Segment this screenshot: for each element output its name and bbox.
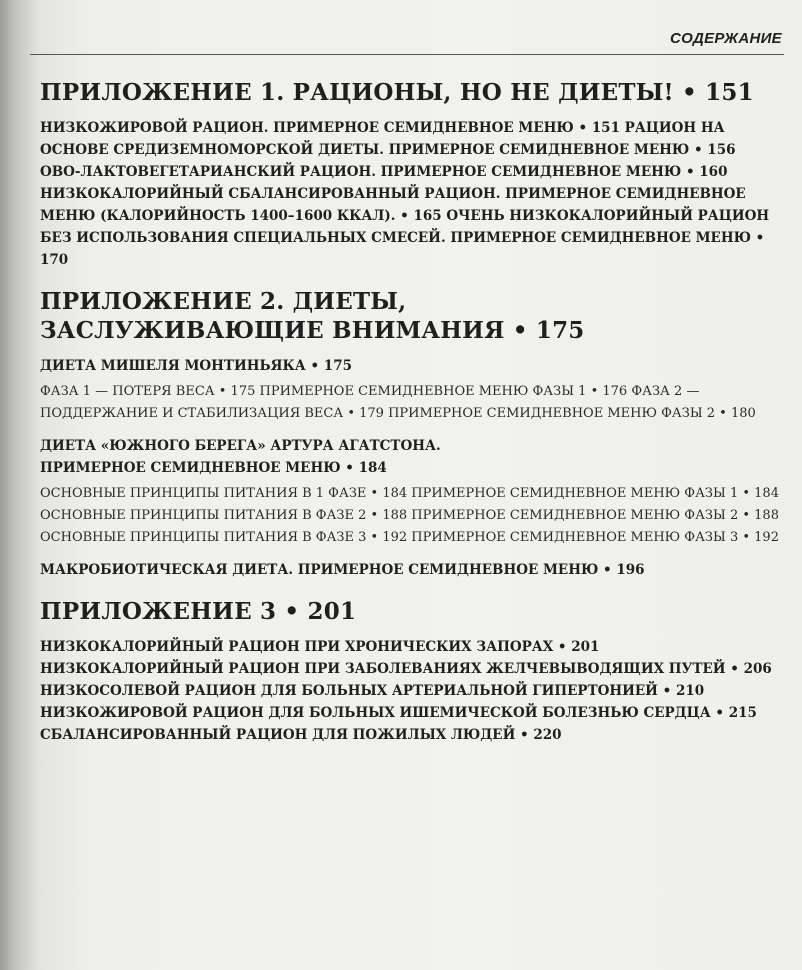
appendix-1-section — [40, 78, 780, 271]
appendix-3-title: ПРИЛОЖЕНИЕ 3 • 201 — [40, 598, 357, 625]
macrobiotic-diet-heading: МАКРОБИОТИЧЕСКАЯ ДИЕТА. ПРИМЕРНОЕ СЕМИДНЕВНОЕ МЕНЮ • 196 — [40, 562, 645, 578]
appendix-2-title-line-1: ПРИЛОЖЕНИЕ 2. ДИЕТЫ, — [40, 288, 407, 315]
montignac-diet-subentries: ФАЗА 1 — ПОТЕРЯ ВЕСА • 175 ПРИМЕРНОЕ СЕМИДНЕВНОЕ МЕНЮ ФАЗЫ 1 • 176 ФАЗА 2 — ПОДДЕРЖАНИЕ И СТАБИЛИЗАЦИЯ ВЕСА • 179 ПРИМЕРНОЕ СЕМИДНЕВНОЕ МЕНЮ ФАЗЫ 2 • 180 — [40, 384, 756, 421]
appendix-1-title: ПРИЛОЖЕНИЕ 1. РАЦИОНЫ, НО НЕ ДИЕТЫ! • 151 — [40, 79, 754, 106]
south-beach-diet-heading — [40, 435, 780, 479]
appendix-3-entries: НИЗКОКАЛОРИЙНЫЙ РАЦИОН ПРИ ХРОНИЧЕСКИХ ЗАПОРАХ • 201 НИЗКОКАЛОРИЙНЫЙ РАЦИОН ПРИ ЗАБОЛЕВАНИЯХ ЖЕЛЧЕВЫВОДЯЩИХ ПУТЕЙ • 206 НИЗКОСОЛЕВОЙ РАЦИОН ДЛЯ БОЛЬНЫХ АРТЕРИАЛЬНОЙ ГИПЕРТОНИЕЙ • 210 НИЗКОЖИРОВОЙ РАЦИОН ДЛЯ БОЛЬНЫХ ИШЕМИЧЕСКОЙ БОЛЕЗНЬЮ СЕРДЦА • 215 СБАЛАНСИРОВАННЫЙ РАЦИОН ДЛЯ ПОЖИЛЫХ ЛЮДЕЙ • 220 — [40, 639, 772, 743]
header-divider — [30, 54, 784, 55]
appendix-1-entries: НИЗКОЖИРОВОЙ РАЦИОН. ПРИМЕРНОЕ СЕМИДНЕВНОЕ МЕНЮ • 151 РАЦИОН НА ОСНОВЕ СРЕДИЗЕМНОМОРСКОЙ ДИЕТЫ. ПРИМЕРНОЕ СЕМИДНЕВНОЕ МЕНЮ • 156 ОВО-ЛАКТОВЕГЕТАРИАНСКИЙ РАЦИОН. ПРИМЕРНОЕ СЕМИДНЕВНОЕ МЕНЮ • 160 НИЗКОКАЛОРИЙНЫЙ СБАЛАНСИРОВАННЫЙ РАЦИОН. ПРИМЕРНОЕ СЕМИДНЕВНОЕ МЕНЮ (КАЛОРИЙНОСТЬ 1400–1600 ККАЛ). • 165 ОЧЕНЬ НИЗКОКАЛОРИЙНЫЙ РАЦИОН БЕЗ ИСПОЛЬЗОВАНИЯ СПЕЦИАЛЬНЫХ СМЕСЕЙ. ПРИМЕРНОЕ СЕМИДНЕВНОЕ МЕНЮ • 170 — [40, 120, 770, 268]
montignac-diet-heading: ДИЕТА МИШЕЛЯ МОНТИНЬЯКА • 175 — [40, 358, 352, 374]
appendix-3-section — [40, 597, 780, 746]
south-beach-heading-line-2: ПРИМЕРНОЕ СЕМИДНЕВНОЕ МЕНЮ • 184 — [40, 460, 387, 476]
south-beach-heading-line-1: ДИЕТА «ЮЖНОГО БЕРЕГА» АРТУРА АГАТСТОНА. — [40, 438, 441, 454]
running-head-section-label: СОДЕРЖАНИЕ — [670, 30, 782, 47]
table-of-contents — [40, 78, 780, 750]
south-beach-diet-subentries: ОСНОВНЫЕ ПРИНЦИПЫ ПИТАНИЯ В 1 ФАЗЕ • 184 ПРИМЕРНОЕ СЕМИДНЕВНОЕ МЕНЮ ФАЗЫ 1 • 184 ОСНОВНЫЕ ПРИНЦИПЫ ПИТАНИЯ В ФАЗЕ 2 • 188 ПРИМЕРНОЕ СЕМИДНЕВНОЕ МЕНЮ ФАЗЫ 2 • 188 ОСНОВНЫЕ ПРИНЦИПЫ ПИТАНИЯ В ФАЗЕ 3 • 192 ПРИМЕРНОЕ СЕМИДНЕВНОЕ МЕНЮ ФАЗЫ 3 • 192 — [40, 486, 779, 545]
appendix-2-title — [40, 287, 780, 345]
appendix-2-section — [40, 287, 780, 581]
appendix-2-title-line-2: ЗАСЛУЖИВАЮЩИЕ ВНИМАНИЯ • 175 — [40, 317, 585, 344]
